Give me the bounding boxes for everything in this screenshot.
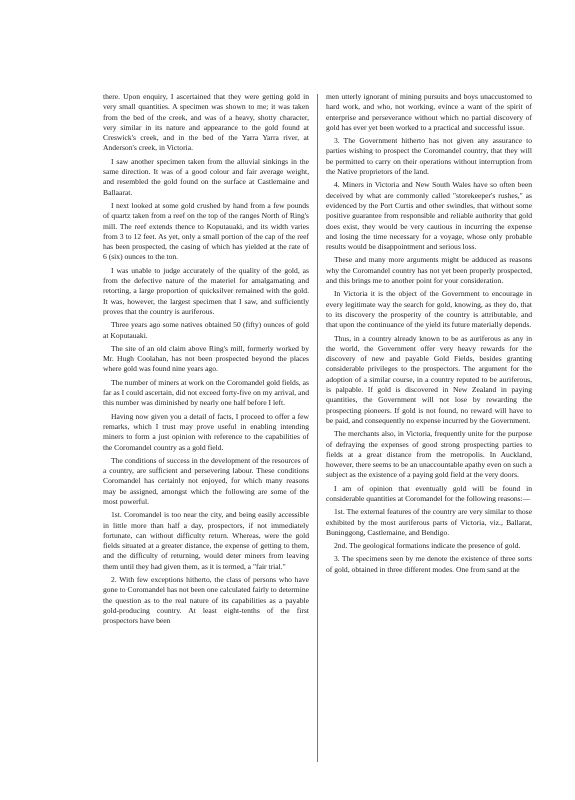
paragraph: I was unable to judge accurately of the quality of the gold, as from the defective nature of the materiel for amalgamating and retorting, a large proportion of quicksilver remained with the gold. It was, however, the largest specimen that I saw, and sufficiently proves that the country is auriferous. <box>103 265 309 316</box>
paragraph: 2. With few exceptions hitherto, the class of persons who have gone to Coromandel has not been one calculated fairly to determine the question as to the real nature of its capabilities as a payable gold-producing country. At least eight-tenths of the first prospectors have been <box>103 575 309 626</box>
right-column <box>326 92 532 800</box>
paragraph: In Victoria it is the object of the Government to encourage in every legitimate way the search for gold, knowing, as they do, that to its discovery the prosperity of the country is attributable, and that upon the continuance of the yield its future materially depends. <box>326 289 532 330</box>
paragraph: I next looked at some gold crushed by hand from a few pounds of quartz taken from a reef on the top of the ranges North of Ring's mill. The reef extends thence to Koputauaki, and its width varies from 3 to 12 feet. As yet, only a small portion of the cap of the reef has been prospected, the casing of which has yielded at the rate of 6 (six) ounces to the ton. <box>103 200 309 262</box>
paragraph: The site of an old claim above Ring's mill, formerly worked by Mr. Hugh Coolahan, has not been prospected beyond the places where gold was found nine years ago. <box>103 343 309 374</box>
paragraph: 3. The specimens seen by me denote the existence of three sorts of gold, obtained in three different modes. One from sand at the <box>326 554 532 574</box>
paragraph: 3. The Government hitherto has not given any assurance to parties wishing to prospect the Coromandel country, that they will be permitted to carry on their operations without interruption from the Native proprietors of the land. <box>326 136 532 177</box>
paragraph: men utterly ignorant of mining pursuits and boys unaccustomed to hard work, and who, not working, evince a want of the spirit of enterprise and perseverance without which no partial discovery of gold has ever yet been worked to a practical and successful issue. <box>326 92 532 132</box>
paragraph: Thus, in a country already known to be as auriferous as any in the world, the Government offer very heavy rewards for the discovery of new and payable Gold Fields, besides granting considerable privileges to the prospectors. The argument for the adoption of a similar course, in a country reputed to be auriferous, is palpable. If gold is discovered in New Zealand in paying quantities, the Government will not lose by rewarding the prospecting pioneers. If gold is not found, no reward will have to be paid, and consequently no expense incurred by the Government. <box>326 333 532 425</box>
paragraph: The number of miners at work on the Coromandel gold fields, as far as I could ascertain, did not exceed forty-five on my arrival, and this number was diminished by nearly one half before I left. <box>103 377 309 408</box>
paragraph: 1st. The external features of the country are very similar to those exhibited by the most auriferous parts of Victoria, viz., Ballarat, Buninggong, Castlemaine, and Bendigo. <box>326 507 532 537</box>
column-divider <box>317 94 318 762</box>
paragraph: Three years ago some natives obtained 50 (fifty) ounces of gold at Koputauaki. <box>103 320 309 340</box>
paragraph: I am of opinion that eventually gold will be found in considerable quantities at Coromandel for the following reasons:— <box>326 483 532 503</box>
left-column <box>103 92 309 800</box>
paragraph: 4. Miners in Victoria and New South Wales have so often been deceived by what are commonly called "storekeeper's rushes," as evidenced by the Port Curtis and other swindles, that without some positive guarantee from responsible and reliable authority that gold does exist, they would be very cautious in incurring the expense and losing the time necessary for a voyage, whose only probable results would be disappointment and serious loss. <box>326 180 532 252</box>
paragraph: These and many more arguments might be adduced as reasons why the Coromandel country has not yet been properly prospected, and this brings me to another point for your consideration. <box>326 255 532 286</box>
paragraph: Having now given you a detail of facts, I proceed to offer a few remarks, which I trust may prove useful in enabling intending miners to form a just opinion with reference to the capabilities of the Coromandel country as a gold field. <box>103 411 309 452</box>
paragraph: 1st. Coromandel is too near the city, and being easily accessible in little more than half a day, prospectors, if not immediately fortunate, can without difficulty return. Whereas, were the gold fields situated at a greater distance, the expense of getting to them, and the difficulty of returning, would deter miners from leaving them until they had given them, as it is termed, a "fair trial." <box>103 510 309 571</box>
paragraph: 2nd. The geological formations indicate the presence of gold. <box>334 541 521 551</box>
paragraph: there. Upon enquiry, I ascertained that they were getting gold in very small quantities. A specimen was shown to me; it was taken from the bed of the creek, and was of a heavy, shotty character, very similar in its nature and appearance to the gold found at Creswick's creek, and in the bed of the Yarra Yarra river, at Anderson's creek, in Victoria. <box>103 92 309 153</box>
paragraph: The conditions of success in the development of the resources of a country, are sufficient and persevering labour. These conditions Coromandel has certainly not enjoyed, for which many reasons may be assigned, amongst which the following are some of the most powerful. <box>103 455 309 506</box>
paragraph: I saw another specimen taken from the alluvial sinkings in the same direction. It was of a good colour and fair average weight, and resembled the gold found on the surface at Castlemaine and Ballaarat. <box>103 156 309 197</box>
paragraph: The merchants also, in Victoria, frequently unite for the purpose of defraying the expenses of good strong prospecting parties to fields at a great distance from the metropolis. In Auckland, however, there seems to be an unaccountable apathy even on such a subject as the existence of a paying gold field at the very doors. <box>326 429 532 480</box>
